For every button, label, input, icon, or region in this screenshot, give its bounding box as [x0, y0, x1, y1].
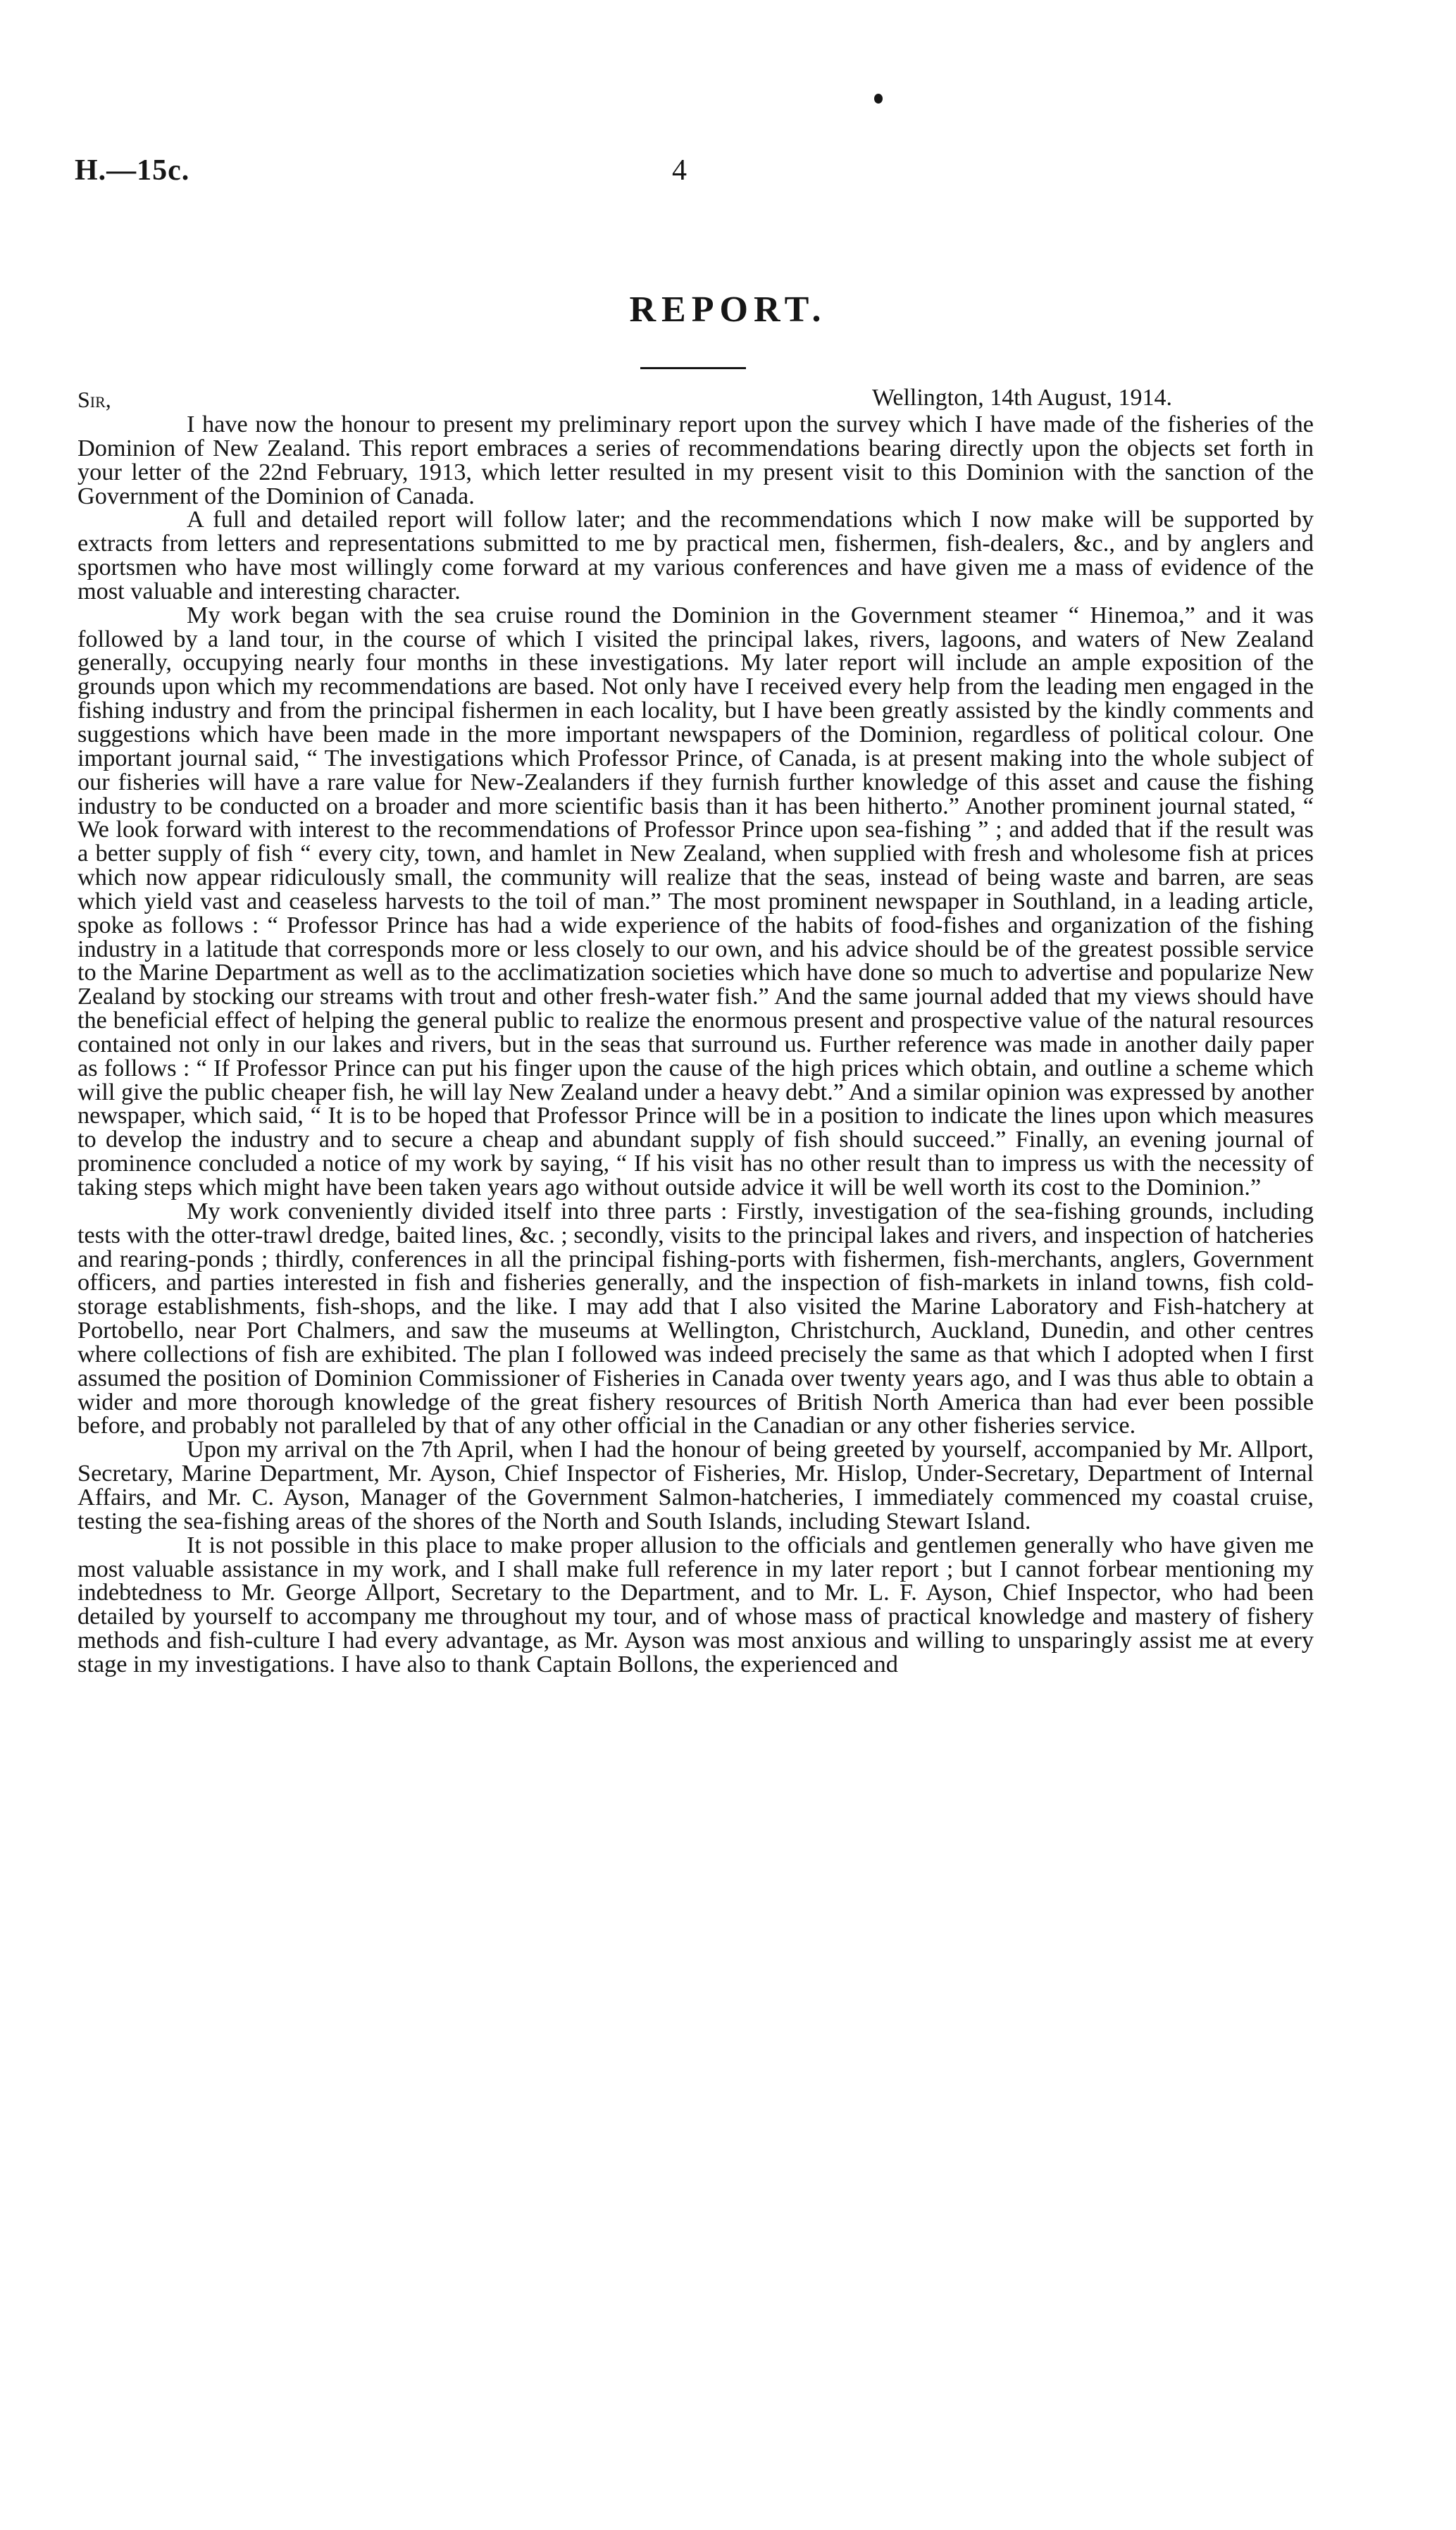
document-reference: H.—15c. [75, 154, 190, 187]
dateline: Wellington, 14th August, 1914. [872, 385, 1173, 411]
paragraph: My work conveniently divided itself into three parts : Firstly, investigation of the sea-fishing grounds, including tests with the otter-trawl dredge, baited lines, &c. ; secondly, visits to the principal lakes and rivers, and inspection of hatcheries and rearing-ponds ; thirdly, conferences in all the principal fishing-ports with fishermen, fish-merchants, anglers, Government officers, and parties interested in fish and fisheries generally, and the inspection of fish-markets in inland towns, fish cold-storage establishments, fish-shops, and the like. I may add that I also visited the Marine Laboratory and Fish-hatchery at Portobello, near Port Chalmers, and saw the museums at Wellington, Christchurch, Auckland, Dunedin, and other centres where collections of fish are exhibited. The plan I followed was indeed precisely the same as that which I adopted when I first assumed the position of Dominion Commissioner of Fisheries in Canada over twenty years ago, and I was thus able to obtain a wider and more thorough knowledge of the great fishery resources of British North America than had ever been possible before, and probably not paralleled by that of any other official in the Canadian or any other fisheries service. [77, 1197, 1314, 1439]
paragraph: A full and detailed report will follow later; and the recommendations which I now make will be supported by extracts from letters and representations submitted to me by practical men, fishermen, fish-dealers, &c., and by anglers and sportsmen who have most willingly come forward at my various conferences and have given me a mass of evidence of the most valuable and interesting character. [77, 506, 1314, 604]
paragraph: My work began with the sea cruise round the Dominion in the Government steamer “ Hinemoa,” and it was followed by a land tour, in the course of which I visited the principal lakes, rivers, lagoons, and waters of New Zealand generally, occupying nearly four months in these investigations. My later report will include an ample exposition of the grounds upon which my recommendations are based. Not only have I received every help from the leading men engaged in the fishing industry and from the principal fishermen in each locality, but I have been greatly assisted by the kindly comments and suggestions which have been made in the more important newspapers of the Dominion, regardless of political colour. One important journal said, “ The investigations which Professor Prince, of Canada, is at present making into the whole subject of our fisheries will have a rare value for New-Zealanders if they furnish further knowledge of this asset and cause the fishing industry to be conducted on a broader and more scientific basis than it has been hitherto.” Another prominent journal stated, “ We look forward with interest to the recommendations of Professor Prince upon sea-fishing ” ; and added that if the result was a better supply of fish “ every city, town, and hamlet in New Zealand, when supplied with fresh and wholesome fish at prices which now appear ridiculously small, the community will realize that the seas, instead of being waste and barren, are seas which yield vast and ceaseless harvests to the toil of man.” The most prominent newspaper in Southland, in a leading article, spoke as follows : “ Professor Prince has had a wide experience of the habits of food-fishes and organization of the fishing industry in a latitude that corresponds more or less closely to our own, and his advice should be of the greatest possible service to the Marine Department as well as to the acclimatization societies which have done so much to advertise and popularize New Zealand by stocking our streams with trout and other fresh-water fish.” And the same journal added that my views should have the beneficial effect of helping the general public to realize the enormous present and prospective value of the natural resources contained not only in our lakes and rivers, but in the seas that surround us. Further reference was made in another daily paper as follows : “ If Professor Prince can put his finger upon the cause of the high prices which obtain, and outline a scheme which will give the public cheaper fish, he will lay New Zealand under a heavy debt.” And a similar opinion was expressed by another newspaper, which said, “ It is to be hoped that Professor Prince will be in a position to indicate the lines upon which measures to develop the industry and to secure a cheap and abundant supply of fish should succeed.” Finally, an evening journal of prominence concluded a notice of my work by saying, “ If his visit has no other result than to impress us with the necessity of taking steps which might have been taken years ago without outside advice it will be well worth its cost to the Dominion.” [77, 601, 1314, 1201]
salutation: Sir, [77, 387, 111, 412]
title-rule [640, 367, 746, 369]
page-number: 4 [672, 154, 687, 187]
ink-speck [874, 94, 883, 104]
paragraph: Upon my arrival on the 7th April, when I had the honour of being greeted by yourself, accompanied by Mr. Allport, Secretary, Marine Department, Mr. Ayson, Chief Inspector of Fisheries, Mr. Hislop, Under-Secretary, Department of Internal Affairs, and Mr. C. Ayson, Manager of the Government Salmon-hatcheries, I immediately commenced my coastal cruise, testing the sea-fishing areas of the shores of the North and South Islands, including Stewart Island. [77, 1436, 1314, 1534]
paragraph: It is not possible in this place to make proper allusion to the officials and gentlemen generally who have given me most valuable assistance in my work, and I shall make full reference in my later report ; but I cannot forbear mentioning my indebtedness to Mr. George Allport, Secretary to the Department, and to Mr. L. F. Ayson, Chief Inspector, who had been detailed by yourself to accompany me throughout my tour, and of whose mass of practical knowledge and mastery of fishery methods and fish-culture I had every advantage, as Mr. Ayson was most anxious and willing to unsparingly assist me at every stage in my investigations. I have also to thank Captain Bollons, the experienced and [77, 1531, 1314, 1678]
report-body [77, 413, 1314, 1677]
paragraph: I have now the honour to present my preliminary report upon the survey which I have made of the fisheries of the Dominion of New Zealand. This report embraces a series of recommendations bearing directly upon the objects set forth in your letter of the 22nd February, 1913, which letter resulted in my present visit to this Dominion with the sanction of the Government of the Dominion of Canada. [77, 411, 1314, 509]
report-title: REPORT. [629, 290, 827, 330]
